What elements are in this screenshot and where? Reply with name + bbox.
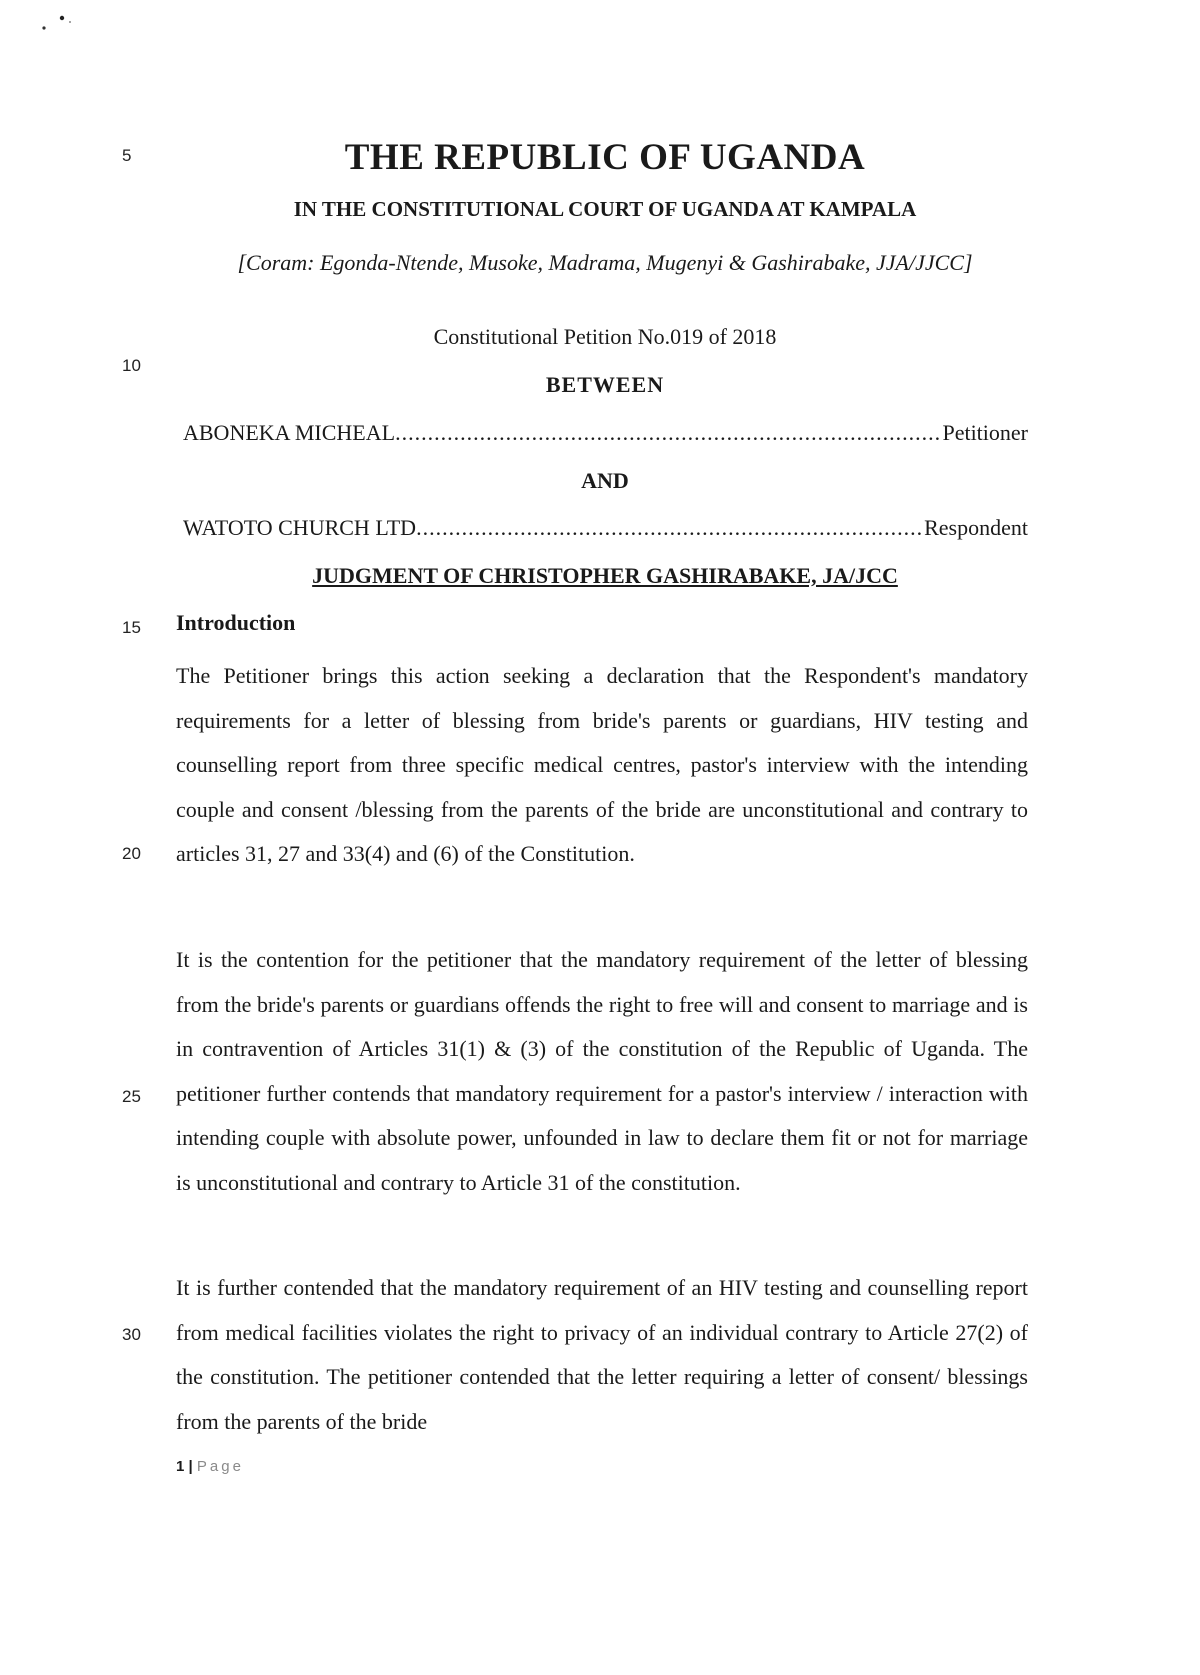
page-number: 1 xyxy=(176,1458,185,1475)
court-name: IN THE CONSTITUTIONAL COURT OF UGANDA AT KAMPALA xyxy=(293,197,917,221)
scan-specks xyxy=(38,12,78,36)
respondent-line xyxy=(183,515,1028,541)
footer-separator: | xyxy=(188,1458,193,1475)
line-number: 20 xyxy=(122,844,141,863)
petition-number: Constitutional Petition No.019 of 2018 xyxy=(433,324,777,349)
leader-dots xyxy=(395,420,942,446)
between-label: BETWEEN xyxy=(545,372,665,397)
petitioner-name: ABONEKA MICHEAL xyxy=(183,420,396,445)
line-number: 15 xyxy=(122,618,141,637)
respondent-name: WATOTO CHURCH LTD xyxy=(183,515,417,540)
line-number: 5 xyxy=(122,146,132,165)
petitioner-line xyxy=(183,420,1028,446)
line-number: 25 xyxy=(122,1087,141,1106)
judgment-heading: JUDGMENT OF CHRISTOPHER GASHIRABAKE, JA/JCC xyxy=(312,563,898,588)
petitioner-role: Petitioner xyxy=(942,420,1028,445)
document-title: THE REPUBLIC OF UGANDA xyxy=(344,137,866,178)
respondent-role: Respondent xyxy=(924,515,1028,540)
page-label: Page xyxy=(196,1458,244,1475)
paragraph: The Petitioner brings this action seeking a declaration that the Respondent's mandatory requirements for a letter of blessing from bride's parents or guardians, HIV testing and counselling report from three specific medical centres, pastor's interview with the intending couple and consent /blessing from the parents of the bride are unconstitutional and contrary to articles 31, 27 and 33(4) and (6) of the Constitution. xyxy=(176,663,1028,867)
line-number: 10 xyxy=(122,356,141,375)
paragraph: It is the contention for the petitioner that the mandatory requirement of the letter of blessing from the bride's parents or guardians offends the right to free will and consent to marriage and is in contravention of Articles 31(1) & (3) of the constitution of the Republic of Uganda. The petitioner further contends that mandatory requirement for a pastor's interview / interaction with intending couple with absolute power, unfounded in law to declare them fit or not for marriage is unconstitutional and contrary to Article 31 of the constitution. xyxy=(176,947,1028,1195)
section-heading: Introduction xyxy=(176,610,296,635)
and-label: AND xyxy=(581,468,629,493)
page-footer xyxy=(176,1458,244,1475)
coram: [Coram: Egonda-Ntende, Musoke, Madrama, Mugenyi & Gashirabake, JJA/JJCC] xyxy=(237,250,973,275)
line-number: 30 xyxy=(122,1325,141,1344)
leader-dots xyxy=(416,515,924,541)
paragraph: It is further contended that the mandatory requirement of an HIV testing and counselling report from medical facilities violates the right to privacy of an individual contrary to Article 27(2) of the constitution. The petitioner contended that the letter requiring a letter of consent/ blessings from the parents of the bride xyxy=(176,1275,1028,1434)
